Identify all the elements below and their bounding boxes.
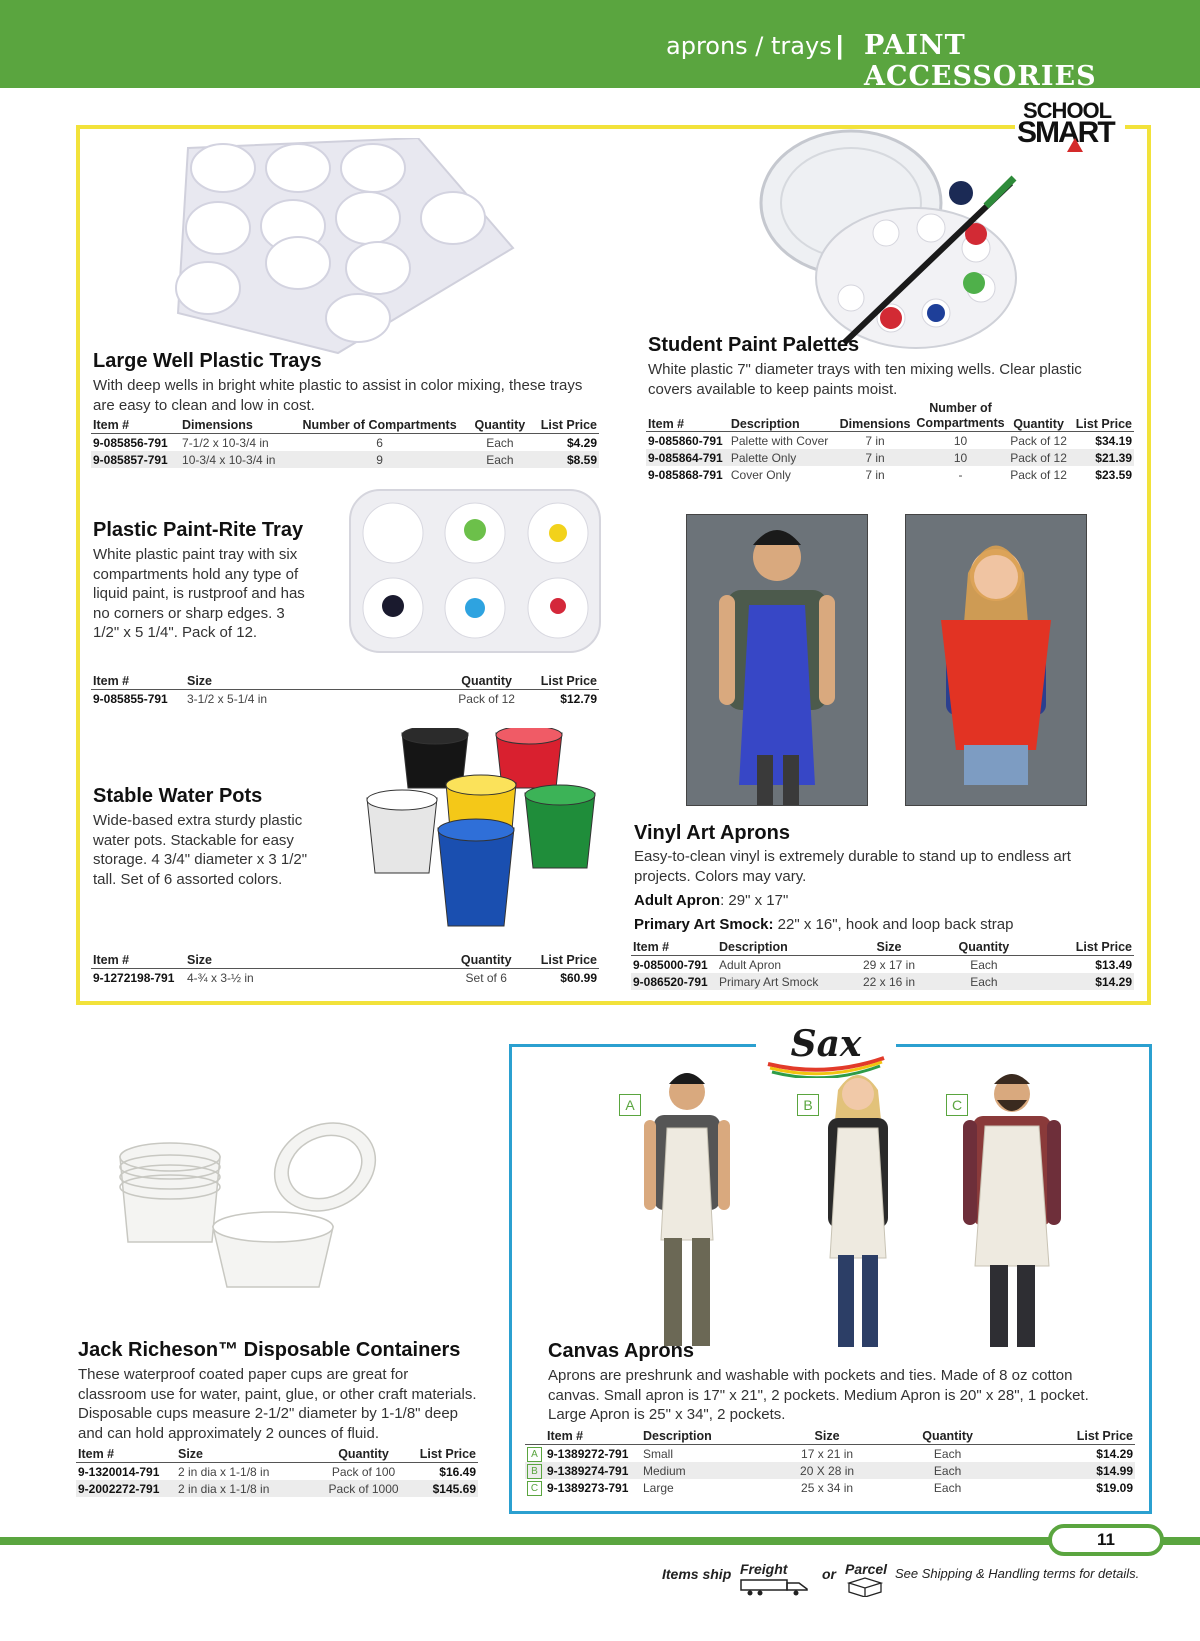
freight-truck-icon [740,1578,812,1601]
parcel-box-icon [845,1577,885,1602]
header-separator: | [836,30,844,60]
vinyl-desc: Easy-to-clean vinyl is extremely durable to stand up to endless art projects. Colors may vary. [634,848,1071,885]
table-row: C 9-1389273-791 Large 25 x 34 in Each $19.09 [525,1479,1135,1496]
table-row: 9-085855-791 3-1/2 x 5-1/4 in Pack of 12 $12.79 [93,691,597,706]
table-row: 9-085860-791 Palette with Cover 7 in 10 Pack of 12 $34.19 [648,433,1132,448]
canvas-apron-medium-photo [808,1070,908,1355]
school-smart-logo: SCHOOL SMART [1015,98,1125,158]
vinyl-adult-size: Adult Apron: 29" x 17" [634,892,789,909]
section-subtitle: aprons / trays [666,32,832,60]
waterpots-desc: Wide-based extra sturdy plastic water pots. Stackable for easy storage. 4 3/4" diameter x 3 1/2" tall. Set of 6 assorted colors. [93,812,308,888]
footer-bar [0,1537,1200,1545]
photo-label-c: C [946,1094,968,1116]
vinyl-smock-size: Primary Art Smock: 22" x 16", hook and loop back strap [634,916,1014,933]
trays-image [168,138,523,358]
trays-title: Large Well Plastic Trays [93,350,322,372]
table-row: 9-2002272-791 2 in dia x 1-1/8 in Pack of 1000 $145.69 [78,1481,476,1496]
table-row: B 9-1389274-791 Medium 20 X 28 in Each $14.99 [525,1462,1135,1479]
canvas-apron-large-photo [955,1070,1070,1355]
table-row: 9-085864-791 Palette Only 7 in 10 Pack of 12 $21.39 [648,450,1132,465]
containers-title: Jack Richeson™ Disposable Containers [78,1339,461,1361]
paintrite-desc: White plastic paint tray with six compartments hold any type of liquid paint, is rustproof and has no corners or sharp edges. 3 1/2" x 5 1/4". Pack of 12. [93,546,305,641]
containers-desc: These waterproof coated paper cups are great for classroom use for water, paint, glue, or other craft materials. Disposable cups measure 2-1/2" diameter by 1-1/8" deep and can hold approximately 2 ounces of fluid. [78,1366,477,1442]
canvas-table: Item # Description Size Quantity List Price A 9-1389272-791 Small 17 x 21 in Each $14.29 B 9-1389274-791 Medium 20 X 28 in Each $14.99 C 9-1389273-791 Large 25 x 34 in Each $19.09 [525,1428,1135,1496]
canvas-desc: Aprons are preshrunk and washable with pockets and ties. Made of 8 oz cotton canvas. Small apron is 17" x 21", 2 pockets. Medium Apron is 20" x 28", 1 pocket. Large Apron is 25" x 34", 2 pockets. [548,1367,1089,1423]
table-row: 9-086520-791 Primary Art Smock 22 x 16 in Each $14.29 [633,974,1132,989]
parcel-label: Parcel [845,1561,888,1577]
paintrite-table: Item # Size Quantity List Price 9-085855-791 3-1/2 x 5-1/4 in Pack of 12 $12.79 [93,674,597,706]
palettes-title: Student Paint Palettes [648,334,860,356]
svg-text:Sax: Sax [790,1023,862,1065]
sax-logo [756,1018,896,1078]
canvas-apron-small-photo [632,1070,742,1355]
waterpots-table: Item # Size Quantity List Price 9-1272198-791 4-¾ x 3-½ in Set of 6 $60.99 [93,953,597,985]
palettes-desc: White plastic 7" diameter trays with ten mixing wells. Clear plastic covers available to keep paints moist. [648,361,1082,398]
trays-desc: With deep wells in bright white plastic to assist in color mixing, these trays are easy to clean and low in cost. [93,377,583,414]
photo-label-a: A [619,1094,641,1116]
section-title: PAINT ACCESSORIES [864,30,1097,92]
paper-cups-image [115,1112,385,1292]
vinyl-table: Item # Description Size Quantity List Price 9-085000-791 Adult Apron 29 x 17 in Each $13.49 9-086520-791 Primary Art Smock 22 x 16 in Each $14.29 [633,940,1132,989]
shipping-note: See Shipping & Handling terms for details. [895,1566,1140,1581]
waterpots-title: Stable Water Pots [93,785,263,807]
table-row: 9-1320014-791 2 in dia x 1-1/8 in Pack of 100 $16.49 [78,1464,476,1479]
page-number: 11 [1048,1524,1164,1556]
table-row: 9-085856-791 7-1/2 x 10-3/4 in 6 Each $4.29 [93,435,597,450]
palettes-table: Item # Description Dimensions Number of Compartments Quantity List Price 9-085860-791 Palette with Cover 7 in 10 Pack of 12 $34.19 9-085864-791 Palette Only 7 in 10 Pack of 12 $21.39 9-085868-791 Cover Only 7 in - Pack of 12 $23.59 [648,401,1132,482]
table-row: 9-085857-791 10-3/4 x 10-3/4 in 9 Each $8.59 [93,452,597,467]
freight-label: Freight [740,1561,788,1577]
or-text: or [822,1566,836,1582]
items-ship-text: Items ship [662,1566,732,1582]
containers-table: Item # Size Quantity List Price 9-1320014-791 2 in dia x 1-1/8 in Pack of 100 $16.49 9-2002272-791 2 in dia x 1-1/8 in Pack of 1000 $145.69 [78,1447,476,1496]
canvas-title: Canvas Aprons [548,1340,694,1362]
waterpots-image [362,728,602,948]
paintrite-image [348,488,603,656]
adult-apron-photo [686,514,868,806]
vinyl-title: Vinyl Art Aprons [634,822,790,844]
child-smock-photo [905,514,1087,806]
table-row: A 9-1389272-791 Small 17 x 21 in Each $14.29 [525,1445,1135,1463]
trays-table: Item # Dimensions Number of Compartments Quantity List Price 9-085856-791 7-1/2 x 10-3/4 in 6 Each $4.29 9-085857-791 10-3/4 x 10-3/4 in 9 Each $8.59 [93,418,597,467]
photo-label-b: B [797,1094,819,1116]
table-row: 9-085000-791 Adult Apron 29 x 17 in Each $13.49 [633,957,1132,972]
palettes-image [756,128,1021,353]
table-row: 9-085868-791 Cover Only 7 in - Pack of 12 $23.59 [648,467,1132,482]
table-row: 9-1272198-791 4-¾ x 3-½ in Set of 6 $60.99 [93,970,597,985]
paintrite-title: Plastic Paint-Rite Tray [93,519,304,541]
